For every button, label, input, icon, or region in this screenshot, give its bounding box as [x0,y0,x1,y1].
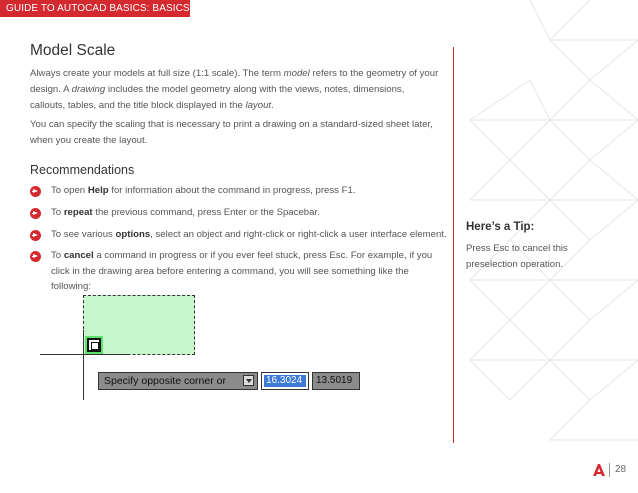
paragraph-model-scale: Always create your models at full size (1:1 scale). The term model refers to the geometry of your design. A drawing includes the model geometry along with the views, notes, dimensions, callouts, tables, and the title block displayed in the layout. [30,68,439,111]
arrow-bullet-icon [30,251,41,262]
header-bar [0,0,190,17]
sidebar-divider [453,47,454,443]
list-item: To repeat the previous command, press Enter or the Spacebar. [30,205,450,221]
command-prompt: Specify opposite corner or [98,372,258,390]
pickbox-icon [87,338,101,352]
header-title: GUIDE TO AUTOCAD BASICS: BASICS [6,3,190,14]
section-title: Model Scale [30,42,116,59]
autodesk-logo-icon [592,463,606,477]
list-item: To see various options, select an object and right-click or right-click a user interface element. [30,227,450,243]
page-number: 28 [615,464,627,475]
arrow-bullet-icon [30,230,41,241]
list-item: To open Help for information about the command in progress, press F1. [30,183,450,199]
dropdown-arrow-icon[interactable] [243,375,254,386]
crosshair-vertical [83,330,84,400]
list-item: To cancel a command in progress or if you ever feel stuck, press Esc. For example, if you click in the drawing area before entering a command, you will see something like the following: [30,248,450,295]
arrow-bullet-icon [30,208,41,219]
tip-text: Press Esc to cancel this preselection operation. [466,243,568,270]
arrow-bullet-icon [30,186,41,197]
footer-divider [609,463,610,477]
tip-title: Here’s a Tip: [466,221,535,233]
cad-selection-example [40,292,370,404]
x-coordinate-input[interactable]: 16.3024 [261,372,309,390]
y-coordinate-input[interactable]: 13.5019 [312,372,360,390]
recommendations-title: Recommendations [30,163,135,177]
paragraph-scaling: You can specify the scaling that is necessary to print a drawing on a standard-sized sheet later, when you create the layout. [30,119,433,146]
crosshair-horizontal [40,354,130,355]
